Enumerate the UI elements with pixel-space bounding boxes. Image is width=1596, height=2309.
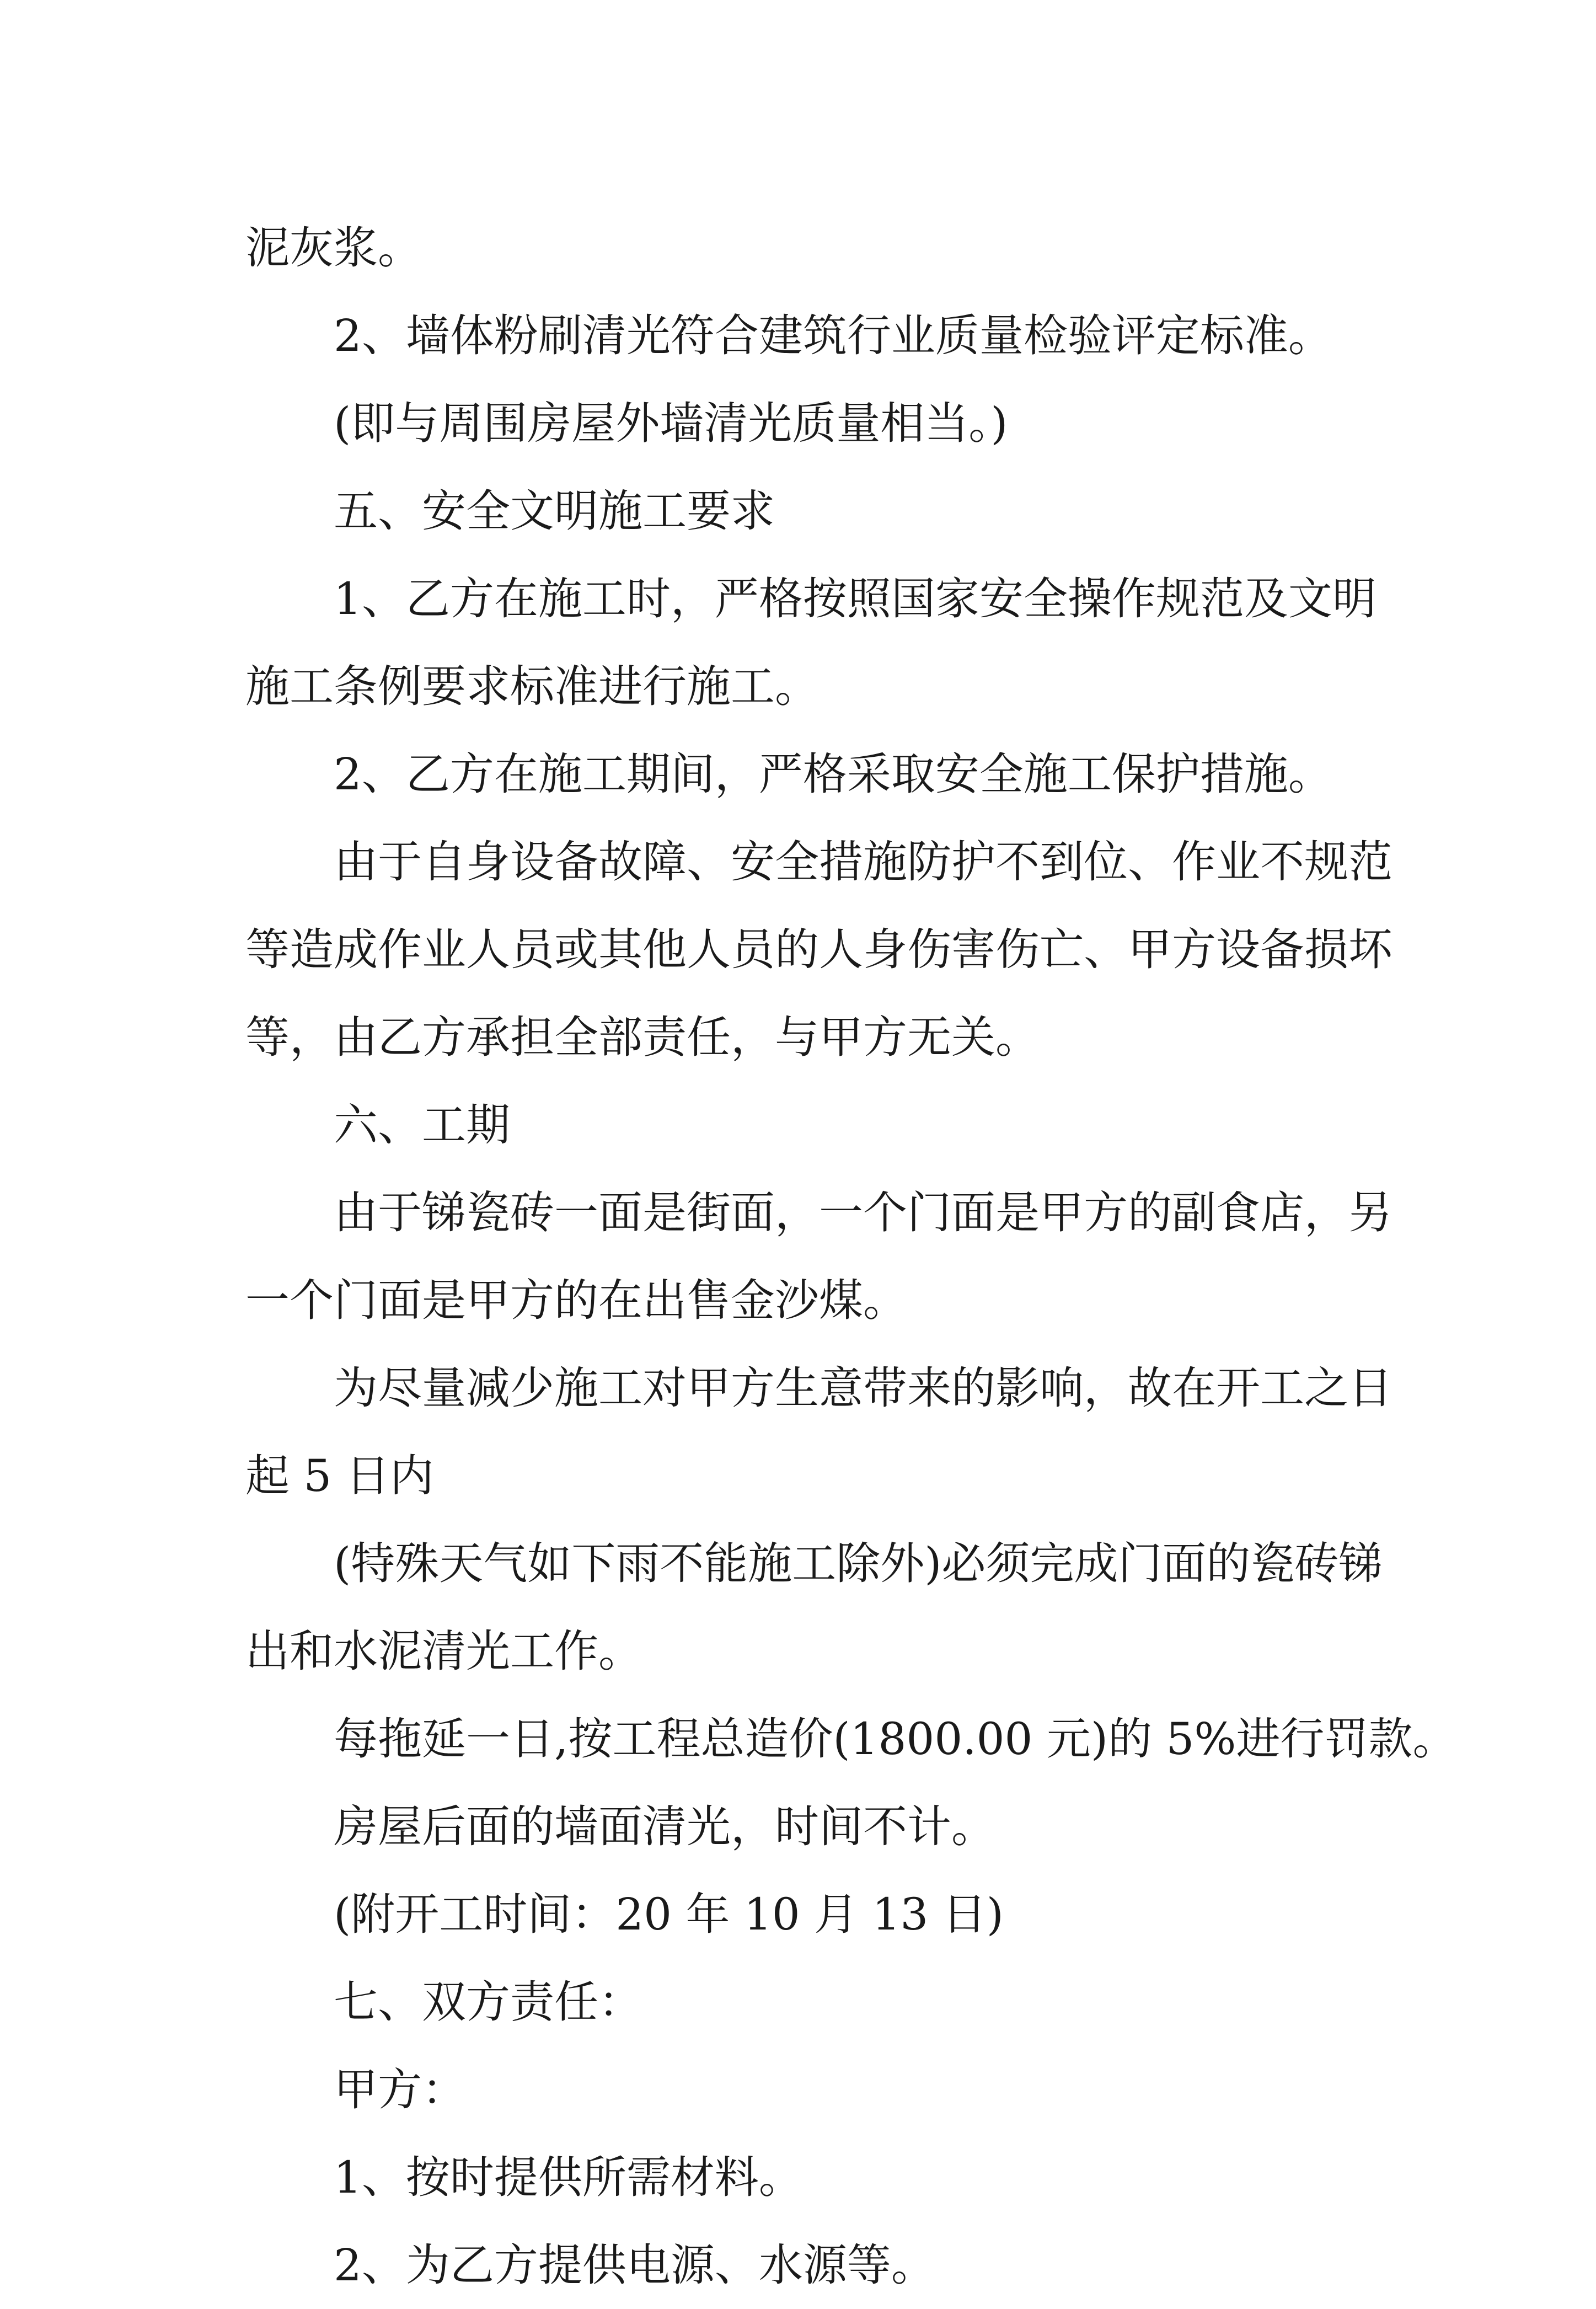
text-line: 2、墙体粉刷清光符合建筑行业质量检验评定标准。 [334, 310, 1332, 361]
text-line: (即与周围房屋外墙清光质量相当。) [334, 398, 1008, 449]
section-heading: 五、安全文明施工要求 [334, 485, 775, 537]
document-body [245, 204, 1457, 2309]
section-heading: 六、工期 [334, 1099, 510, 1151]
text-line: 等造成作业人员或其他人员的人身伤害伤亡、甲方设备损坏 [245, 924, 1393, 975]
text-line: 泥灰浆。 [245, 222, 422, 274]
text-line: 甲方： [334, 2064, 466, 2115]
text-line: 等，由乙方承担全部责任，与甲方无关。 [245, 1012, 1040, 1063]
text-line: 由于自身设备故障、安全措施防护不到位、作业不规范 [334, 836, 1393, 888]
text-line: 1、按时提供所需材料。 [334, 2152, 803, 2203]
text-line: 为尽量减少施工对甲方生意带来的影响，故在开工之日 [334, 1362, 1393, 1414]
text-line: 起 5 日内 [245, 1450, 434, 1501]
text-line: 出和水泥清光工作。 [245, 1626, 642, 1677]
text-line: 由于锑瓷砖一面是街面，一个门面是甲方的副食店，另 [334, 1187, 1393, 1238]
text-line: 一个门面是甲方的在出售金沙煤。 [245, 1275, 907, 1326]
section-heading: 七、双方责任： [334, 1976, 642, 2028]
text-line: 房屋后面的墙面清光，时间不计。 [334, 1801, 995, 1852]
text-line: 1、乙方在施工时，严格按照国家安全操作规范及文明 [334, 573, 1377, 624]
text-line: (特殊天气如下雨不能施工除外)必须完成门面的瓷砖锑 [334, 1538, 1383, 1589]
text-line: 2、乙方在施工期间，严格采取安全施工保护措施。 [334, 749, 1332, 800]
text-line: 施工条例要求标准进行施工。 [245, 661, 819, 712]
text-line: 2、为乙方提供电源、水源等。 [334, 2239, 935, 2291]
text-line: 每拖延一日,按工程总造价(1800.00 元)的 5%进行罚款。 [334, 1713, 1457, 1765]
text-line: (附开工时间：20 年 10 月 13 日) [334, 1889, 1004, 1940]
